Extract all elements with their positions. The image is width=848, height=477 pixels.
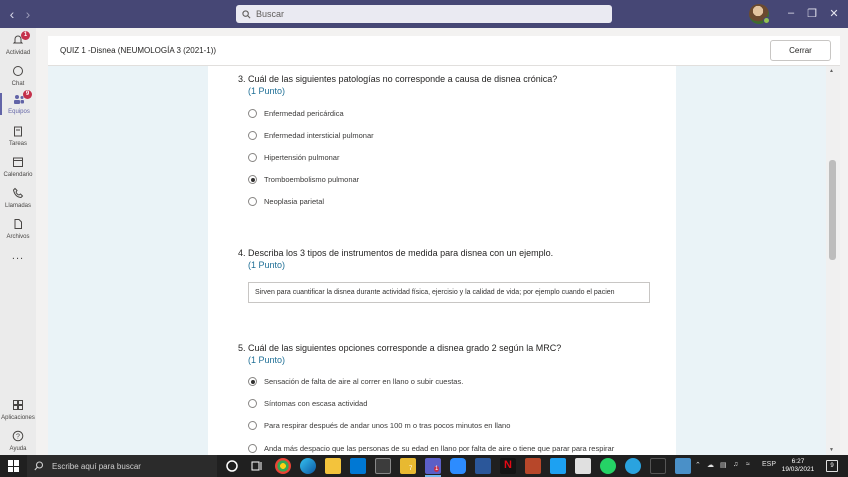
files-icon bbox=[12, 218, 24, 230]
teams-badge: 9 bbox=[23, 90, 32, 99]
scrollbar-track[interactable] bbox=[826, 66, 840, 455]
search-icon bbox=[242, 10, 251, 19]
close-window-icon[interactable]: ✕ bbox=[829, 8, 839, 20]
rail-label: Aplicaciones bbox=[1, 415, 35, 421]
question-3-option[interactable]: Neoplasia parietal bbox=[248, 197, 324, 206]
rail-item-actividad[interactable] bbox=[0, 34, 36, 56]
svg-text:?: ? bbox=[16, 433, 20, 441]
more-icon: ... bbox=[11, 250, 25, 262]
question-3-option[interactable]: Hipertensión pulmonar bbox=[248, 153, 339, 162]
calendar-icon bbox=[12, 156, 24, 168]
rail-item-equipos[interactable] bbox=[0, 93, 36, 115]
radio-button[interactable] bbox=[248, 153, 257, 162]
netflix-icon[interactable]: N bbox=[500, 458, 516, 474]
cloud-icon[interactable]: ☁ bbox=[707, 462, 714, 469]
question-4-answer-field[interactable]: Sirven para cuantificar la disnea durante actividad física, ejercisio y la calidad de vida; por ejemplo cuando el pacien bbox=[248, 282, 650, 303]
rail-item-ayuda[interactable] bbox=[0, 430, 36, 452]
rail-label: Tareas bbox=[8, 141, 27, 147]
search-input[interactable] bbox=[236, 5, 612, 23]
rail-label: Ayuda bbox=[9, 446, 27, 452]
notification-center-icon[interactable]: 9 bbox=[826, 460, 838, 472]
radio-button-selected[interactable] bbox=[248, 175, 257, 184]
question-5-option[interactable]: Síntomas con escasa actividad bbox=[248, 399, 367, 408]
question-3-option[interactable]: Enfermedad pericárdica bbox=[248, 109, 344, 118]
presence-status-icon bbox=[763, 17, 770, 24]
windows-start-icon[interactable] bbox=[8, 460, 20, 472]
rail-label: Equipos bbox=[8, 109, 30, 115]
question-3-option[interactable]: Enfermedad intersticial pulmonar bbox=[248, 131, 374, 140]
clock-time: 6:27 bbox=[791, 458, 805, 465]
scrollbar-thumb[interactable] bbox=[829, 160, 836, 260]
whatsapp-icon[interactable] bbox=[600, 458, 616, 474]
radio-button[interactable] bbox=[248, 109, 257, 118]
close-button[interactable]: Cerrar bbox=[770, 40, 831, 61]
rail-label: Actividad bbox=[5, 50, 31, 56]
form-header bbox=[48, 36, 840, 66]
question-5-title: 5. Cuál de las siguientes opciones corresponde a disnea grado 2 según la MRC? bbox=[238, 343, 562, 353]
rail-label: Chat bbox=[11, 81, 25, 87]
store-icon[interactable] bbox=[350, 458, 366, 474]
phone-icon bbox=[12, 187, 24, 199]
scroll-down-icon[interactable]: ▼ bbox=[829, 447, 834, 453]
volume-icon[interactable]: ♫ bbox=[733, 461, 739, 468]
question-3-points: (1 Punto) bbox=[248, 86, 286, 96]
question-5-option[interactable]: Sensación de falta de aire al correr en llano o subir cuestas. bbox=[248, 377, 463, 386]
clock[interactable] bbox=[780, 458, 816, 474]
chrome-icon[interactable] bbox=[275, 458, 291, 474]
radio-button[interactable] bbox=[248, 421, 257, 430]
zoom-icon[interactable] bbox=[450, 458, 466, 474]
network-icon[interactable]: ▤ bbox=[720, 462, 727, 469]
back-arrow-icon[interactable]: ‹ bbox=[9, 6, 15, 22]
edge-icon[interactable] bbox=[300, 458, 316, 474]
question-3-option[interactable]: Tromboembolismo pulmonar bbox=[248, 175, 359, 184]
assignments-icon bbox=[12, 125, 24, 137]
calculator-icon[interactable] bbox=[575, 458, 591, 474]
task-view-icon[interactable] bbox=[249, 458, 265, 474]
rail-label: Archivos bbox=[6, 234, 30, 240]
clock-date: 19/03/2021 bbox=[781, 466, 815, 473]
tray-chevron-icon[interactable]: ⌃ bbox=[695, 462, 701, 469]
question-5-option[interactable]: Para respirar después de andar unos 100 m o tras pocos minutos en llano bbox=[248, 421, 510, 430]
rail-item-tareas[interactable] bbox=[0, 125, 36, 147]
apps-icon bbox=[12, 399, 24, 411]
question-4-points: (1 Punto) bbox=[248, 260, 286, 270]
taskbar-search-placeholder: Escribe aquí para buscar bbox=[52, 461, 141, 471]
question-4-title: 4. Describa los 3 tipos de instrumentos de medida para disnea con un ejemplo. bbox=[238, 248, 554, 258]
maximize-icon[interactable]: ❐ bbox=[807, 8, 817, 20]
rail-item-aplicaciones[interactable] bbox=[0, 399, 36, 421]
notes-icon[interactable] bbox=[675, 458, 691, 474]
media-icon[interactable] bbox=[375, 458, 391, 474]
rail-label: Llamadas bbox=[4, 203, 31, 209]
folder-icon[interactable]: 7 bbox=[400, 458, 416, 474]
form-card bbox=[208, 66, 676, 455]
twitter-icon[interactable] bbox=[550, 458, 566, 474]
help-icon bbox=[12, 430, 24, 442]
wifi-icon[interactable]: ≈ bbox=[746, 461, 750, 468]
more-apps-button[interactable] bbox=[0, 250, 36, 262]
language-indicator[interactable]: ESP bbox=[762, 461, 777, 468]
page-title: QUIZ 1 -Disnea (NEUMOLOGÍA 3 (2021-1)) bbox=[60, 46, 217, 55]
search-icon bbox=[34, 461, 44, 471]
powerpoint-icon[interactable] bbox=[525, 458, 541, 474]
scroll-up-icon[interactable]: ▲ bbox=[829, 68, 834, 74]
radio-button[interactable] bbox=[248, 444, 257, 453]
minimize-icon[interactable]: – bbox=[787, 7, 795, 19]
file-explorer-icon[interactable] bbox=[325, 458, 341, 474]
telegram-icon[interactable] bbox=[625, 458, 641, 474]
rail-item-archivos[interactable] bbox=[0, 218, 36, 240]
rail-item-llamadas[interactable] bbox=[0, 187, 36, 209]
radio-button[interactable] bbox=[248, 131, 257, 140]
activity-badge: 1 bbox=[21, 31, 30, 40]
photos-icon[interactable] bbox=[650, 458, 666, 474]
word-icon[interactable] bbox=[475, 458, 491, 474]
question-5-option[interactable]: Anda más despacio que las personas de su edad en llano por falta de aire o tiene que parar para respirar bbox=[248, 444, 614, 453]
question-3-title: 3. Cuál de las siguientes patologías no corresponde a causa de disnea crónica? bbox=[238, 74, 558, 84]
taskbar bbox=[0, 455, 848, 477]
forward-arrow-icon[interactable]: › bbox=[25, 6, 31, 22]
taskbar-search-input[interactable] bbox=[27, 455, 217, 477]
chat-icon bbox=[12, 65, 24, 77]
cortana-icon[interactable] bbox=[224, 458, 240, 474]
radio-button[interactable] bbox=[248, 197, 257, 206]
app-rail bbox=[0, 28, 36, 455]
title-bar bbox=[0, 0, 848, 28]
radio-button-selected[interactable] bbox=[248, 377, 257, 386]
rail-label: Calendario bbox=[3, 172, 33, 178]
question-5-points: (1 Punto) bbox=[248, 355, 286, 365]
teams-app-icon[interactable]: 1 bbox=[425, 458, 441, 474]
rail-item-chat[interactable] bbox=[0, 65, 36, 87]
radio-button[interactable] bbox=[248, 399, 257, 408]
search-placeholder: Buscar bbox=[256, 9, 285, 19]
rail-item-calendario[interactable] bbox=[0, 156, 36, 178]
